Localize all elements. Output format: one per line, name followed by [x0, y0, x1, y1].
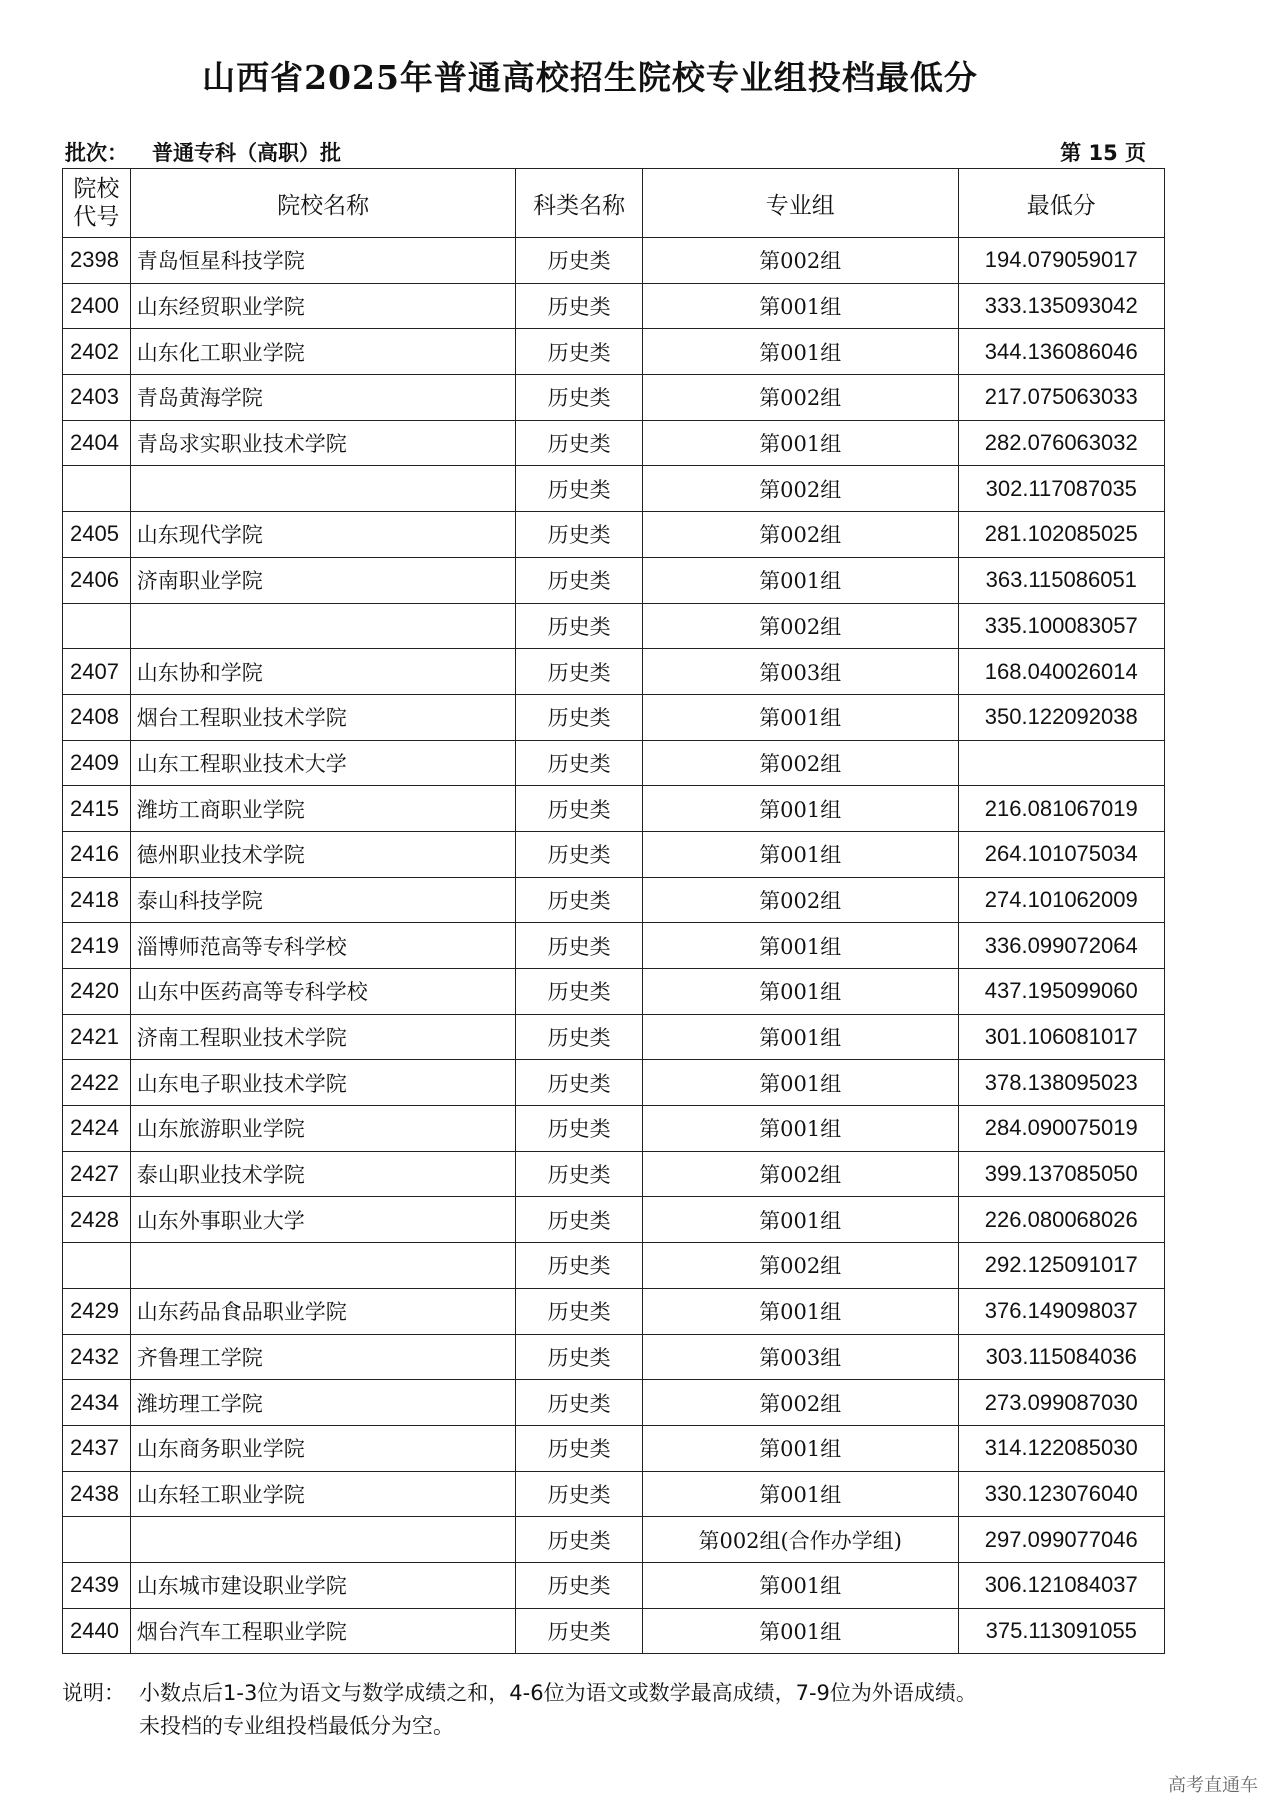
page-title: 山西省2025年普通高校招生院校专业组投档最低分 [202, 58, 978, 97]
table-row [63, 1288, 1165, 1334]
cell-category: 历史类 [516, 1106, 642, 1152]
cell-school-code: 2437 [63, 1425, 131, 1471]
batch-label: 批次： [65, 141, 128, 165]
cell-major-group: 第002组 [642, 466, 958, 512]
cell-school-code: 2429 [63, 1288, 131, 1334]
cell-major-group: 第002组 [642, 1243, 958, 1289]
table-row [63, 1608, 1165, 1654]
cell-school-name: 山东城市建设职业学院 [130, 1562, 516, 1608]
cell-school-name: 齐鲁理工学院 [130, 1334, 516, 1380]
cell-school-name [130, 1517, 516, 1563]
cell-major-group: 第002组 [642, 740, 958, 786]
cell-school-name [130, 1243, 516, 1289]
table-row [63, 512, 1165, 558]
cell-major-group: 第002组 [642, 1380, 958, 1426]
cell-major-group: 第001组 [642, 1106, 958, 1152]
cell-school-name: 泰山职业技术学院 [130, 1151, 516, 1197]
cell-school-name: 山东外事职业大学 [130, 1197, 516, 1243]
batch-info-row [62, 133, 1162, 167]
cell-category: 历史类 [516, 786, 642, 832]
cell-min-score: 302.117087035 [958, 466, 1164, 512]
cell-school-code: 2406 [63, 557, 131, 603]
cell-school-code: 2422 [63, 1060, 131, 1106]
cell-school-code: 2398 [63, 238, 131, 284]
table-row [63, 649, 1165, 695]
cell-major-group: 第001组 [642, 831, 958, 877]
cell-major-group: 第002组(合作办学组) [642, 1517, 958, 1563]
header-school-code-line2: 代号 [73, 204, 120, 230]
cell-school-code: 2419 [63, 923, 131, 969]
cell-school-name: 青岛黄海学院 [130, 375, 516, 421]
cell-school-code: 2407 [63, 649, 131, 695]
cell-school-name [130, 466, 516, 512]
cell-school-name: 山东轻工职业学院 [130, 1471, 516, 1517]
table-row [63, 1517, 1165, 1563]
cell-major-group: 第001组 [642, 969, 958, 1015]
cell-category: 历史类 [516, 877, 642, 923]
cell-min-score: 437.195099060 [958, 969, 1164, 1015]
cell-school-code: 2404 [63, 420, 131, 466]
cell-min-score: 378.138095023 [958, 1060, 1164, 1106]
cell-school-name: 潍坊理工学院 [130, 1380, 516, 1426]
cell-min-score: 292.125091017 [958, 1243, 1164, 1289]
cell-major-group: 第003组 [642, 649, 958, 695]
cell-category: 历史类 [516, 740, 642, 786]
table-body [63, 238, 1165, 1654]
cell-school-name: 青岛恒星科技学院 [130, 238, 516, 284]
table-row [63, 557, 1165, 603]
cell-school-code [63, 603, 131, 649]
table-header-row [63, 169, 1165, 238]
cell-category: 历史类 [516, 512, 642, 558]
cell-category: 历史类 [516, 1608, 642, 1654]
header-school-name: 院校名称 [130, 169, 516, 238]
cell-major-group: 第002组 [642, 238, 958, 284]
cell-category: 历史类 [516, 557, 642, 603]
cell-school-code: 2432 [63, 1334, 131, 1380]
cell-school-code: 2438 [63, 1471, 131, 1517]
cell-category: 历史类 [516, 1014, 642, 1060]
cell-category: 历史类 [516, 420, 642, 466]
cell-major-group: 第001组 [642, 694, 958, 740]
cell-school-name: 济南工程职业技术学院 [130, 1014, 516, 1060]
table-row [63, 1562, 1165, 1608]
cell-category: 历史类 [516, 238, 642, 284]
cell-min-score: 344.136086046 [958, 329, 1164, 375]
cell-major-group: 第001组 [642, 786, 958, 832]
cell-min-score: 399.137085050 [958, 1151, 1164, 1197]
cell-min-score: 375.113091055 [958, 1608, 1164, 1654]
cell-school-code: 2408 [63, 694, 131, 740]
cell-school-code: 2440 [63, 1608, 131, 1654]
cell-school-code: 2427 [63, 1151, 131, 1197]
cell-school-name: 淄博师范高等专科学校 [130, 923, 516, 969]
cell-category: 历史类 [516, 1060, 642, 1106]
cell-school-code: 2418 [63, 877, 131, 923]
cell-school-name: 泰山科技学院 [130, 877, 516, 923]
cell-school-name: 烟台工程职业技术学院 [130, 694, 516, 740]
cell-min-score: 282.076063032 [958, 420, 1164, 466]
cell-major-group: 第001组 [642, 1471, 958, 1517]
cell-school-name: 潍坊工商职业学院 [130, 786, 516, 832]
table-row [63, 694, 1165, 740]
cell-major-group: 第002组 [642, 375, 958, 421]
cell-school-name: 德州职业技术学院 [130, 831, 516, 877]
cell-min-score: 217.075063033 [958, 375, 1164, 421]
header-major-group: 专业组 [642, 169, 958, 238]
cell-school-name: 济南职业学院 [130, 557, 516, 603]
table-row [63, 466, 1165, 512]
cell-school-code: 2409 [63, 740, 131, 786]
cell-min-score: 330.123076040 [958, 1471, 1164, 1517]
table-row [63, 740, 1165, 786]
cell-category: 历史类 [516, 1471, 642, 1517]
cell-category: 历史类 [516, 1288, 642, 1334]
cell-category: 历史类 [516, 1151, 642, 1197]
cell-category: 历史类 [516, 1243, 642, 1289]
cell-major-group: 第001组 [642, 1288, 958, 1334]
cell-category: 历史类 [516, 831, 642, 877]
cell-min-score: 264.101075034 [958, 831, 1164, 877]
table-row [63, 831, 1165, 877]
cell-min-score: 376.149098037 [958, 1288, 1164, 1334]
cell-school-name: 山东中医药高等专科学校 [130, 969, 516, 1015]
table-row [63, 877, 1165, 923]
table-row [63, 1243, 1165, 1289]
cell-min-score: 350.122092038 [958, 694, 1164, 740]
cell-min-score [958, 740, 1164, 786]
table-row [63, 1106, 1165, 1152]
cell-category: 历史类 [516, 1562, 642, 1608]
cell-category: 历史类 [516, 1517, 642, 1563]
cell-category: 历史类 [516, 694, 642, 740]
cell-major-group: 第003组 [642, 1334, 958, 1380]
admission-score-table [62, 168, 1165, 1654]
cell-min-score: 194.079059017 [958, 238, 1164, 284]
table-row [63, 1197, 1165, 1243]
table-row [63, 283, 1165, 329]
table-row [63, 603, 1165, 649]
table-row [63, 1334, 1165, 1380]
cell-major-group: 第001组 [642, 1425, 958, 1471]
cell-min-score: 216.081067019 [958, 786, 1164, 832]
note-label: 说明： [62, 1681, 125, 1705]
cell-major-group: 第001组 [642, 283, 958, 329]
cell-category: 历史类 [516, 283, 642, 329]
page-number: 第 15 页 [1060, 141, 1146, 165]
cell-school-name: 山东化工职业学院 [130, 329, 516, 375]
cell-school-code [63, 466, 131, 512]
cell-school-code: 2420 [63, 969, 131, 1015]
watermark: 高考直通车 [1168, 1775, 1258, 1796]
cell-school-name: 山东药品食品职业学院 [130, 1288, 516, 1334]
cell-school-code: 2416 [63, 831, 131, 877]
cell-min-score: 226.080068026 [958, 1197, 1164, 1243]
cell-min-score: 301.106081017 [958, 1014, 1164, 1060]
table-row [63, 969, 1165, 1015]
cell-min-score: 274.101062009 [958, 877, 1164, 923]
cell-min-score: 306.121084037 [958, 1562, 1164, 1608]
cell-min-score: 303.115084036 [958, 1334, 1164, 1380]
batch-value: 普通专科（高职）批 [152, 141, 341, 165]
cell-major-group: 第001组 [642, 1608, 958, 1654]
cell-min-score: 284.090075019 [958, 1106, 1164, 1152]
cell-school-code [63, 1243, 131, 1289]
table-row [63, 1014, 1165, 1060]
table-row [63, 1060, 1165, 1106]
cell-major-group: 第002组 [642, 512, 958, 558]
table-row [63, 1425, 1165, 1471]
cell-category: 历史类 [516, 1425, 642, 1471]
table-row [63, 786, 1165, 832]
cell-major-group: 第001组 [642, 923, 958, 969]
cell-school-code: 2424 [63, 1106, 131, 1152]
cell-school-name: 烟台汽车工程职业学院 [130, 1608, 516, 1654]
cell-category: 历史类 [516, 1334, 642, 1380]
header-min-score: 最低分 [958, 169, 1164, 238]
cell-category: 历史类 [516, 329, 642, 375]
cell-school-name: 山东电子职业技术学院 [130, 1060, 516, 1106]
cell-min-score: 314.122085030 [958, 1425, 1164, 1471]
note-line-2: 未投档的专业组投档最低分为空。 [139, 1714, 454, 1738]
table-row [63, 375, 1165, 421]
cell-min-score: 363.115086051 [958, 557, 1164, 603]
cell-school-name [130, 603, 516, 649]
cell-major-group: 第002组 [642, 1151, 958, 1197]
cell-category: 历史类 [516, 1197, 642, 1243]
cell-category: 历史类 [516, 375, 642, 421]
cell-min-score: 297.099077046 [958, 1517, 1164, 1563]
cell-min-score: 168.040026014 [958, 649, 1164, 695]
cell-school-name: 青岛求实职业技术学院 [130, 420, 516, 466]
table-row [63, 1380, 1165, 1426]
cell-min-score: 335.100083057 [958, 603, 1164, 649]
cell-school-code: 2428 [63, 1197, 131, 1243]
cell-major-group: 第001组 [642, 1562, 958, 1608]
header-category: 科类名称 [516, 169, 642, 238]
table-row [63, 1151, 1165, 1197]
cell-school-code: 2415 [63, 786, 131, 832]
cell-major-group: 第001组 [642, 557, 958, 603]
cell-min-score: 336.099072064 [958, 923, 1164, 969]
cell-school-code: 2434 [63, 1380, 131, 1426]
note-line-1: 小数点后1-3位为语文与数学成绩之和，4-6位为语文或数学最高成绩，7-9位为外语成绩。 [139, 1681, 977, 1705]
cell-category: 历史类 [516, 649, 642, 695]
cell-category: 历史类 [516, 466, 642, 512]
table-row [63, 238, 1165, 284]
cell-school-code: 2439 [63, 1562, 131, 1608]
cell-min-score: 333.135093042 [958, 283, 1164, 329]
cell-category: 历史类 [516, 969, 642, 1015]
cell-min-score: 281.102085025 [958, 512, 1164, 558]
cell-category: 历史类 [516, 603, 642, 649]
cell-school-code: 2405 [63, 512, 131, 558]
cell-school-name: 山东现代学院 [130, 512, 516, 558]
table-row [63, 923, 1165, 969]
cell-school-code: 2421 [63, 1014, 131, 1060]
table-row [63, 420, 1165, 466]
cell-category: 历史类 [516, 923, 642, 969]
cell-school-code: 2403 [63, 375, 131, 421]
table-row [63, 329, 1165, 375]
cell-school-code: 2400 [63, 283, 131, 329]
cell-major-group: 第001组 [642, 1060, 958, 1106]
cell-major-group: 第002组 [642, 877, 958, 923]
cell-category: 历史类 [516, 1380, 642, 1426]
cell-major-group: 第001组 [642, 329, 958, 375]
header-school-code-line1: 院校 [73, 176, 120, 202]
cell-school-name: 山东商务职业学院 [130, 1425, 516, 1471]
cell-major-group: 第002组 [642, 603, 958, 649]
cell-school-name: 山东工程职业技术大学 [130, 740, 516, 786]
cell-school-name: 山东旅游职业学院 [130, 1106, 516, 1152]
cell-school-name: 山东经贸职业学院 [130, 283, 516, 329]
header-school-code [63, 169, 131, 238]
cell-major-group: 第001组 [642, 420, 958, 466]
cell-major-group: 第001组 [642, 1014, 958, 1060]
cell-min-score: 273.099087030 [958, 1380, 1164, 1426]
cell-school-name: 山东协和学院 [130, 649, 516, 695]
cell-school-code: 2402 [63, 329, 131, 375]
table-row [63, 1471, 1165, 1517]
cell-school-code [63, 1517, 131, 1563]
cell-major-group: 第001组 [642, 1197, 958, 1243]
